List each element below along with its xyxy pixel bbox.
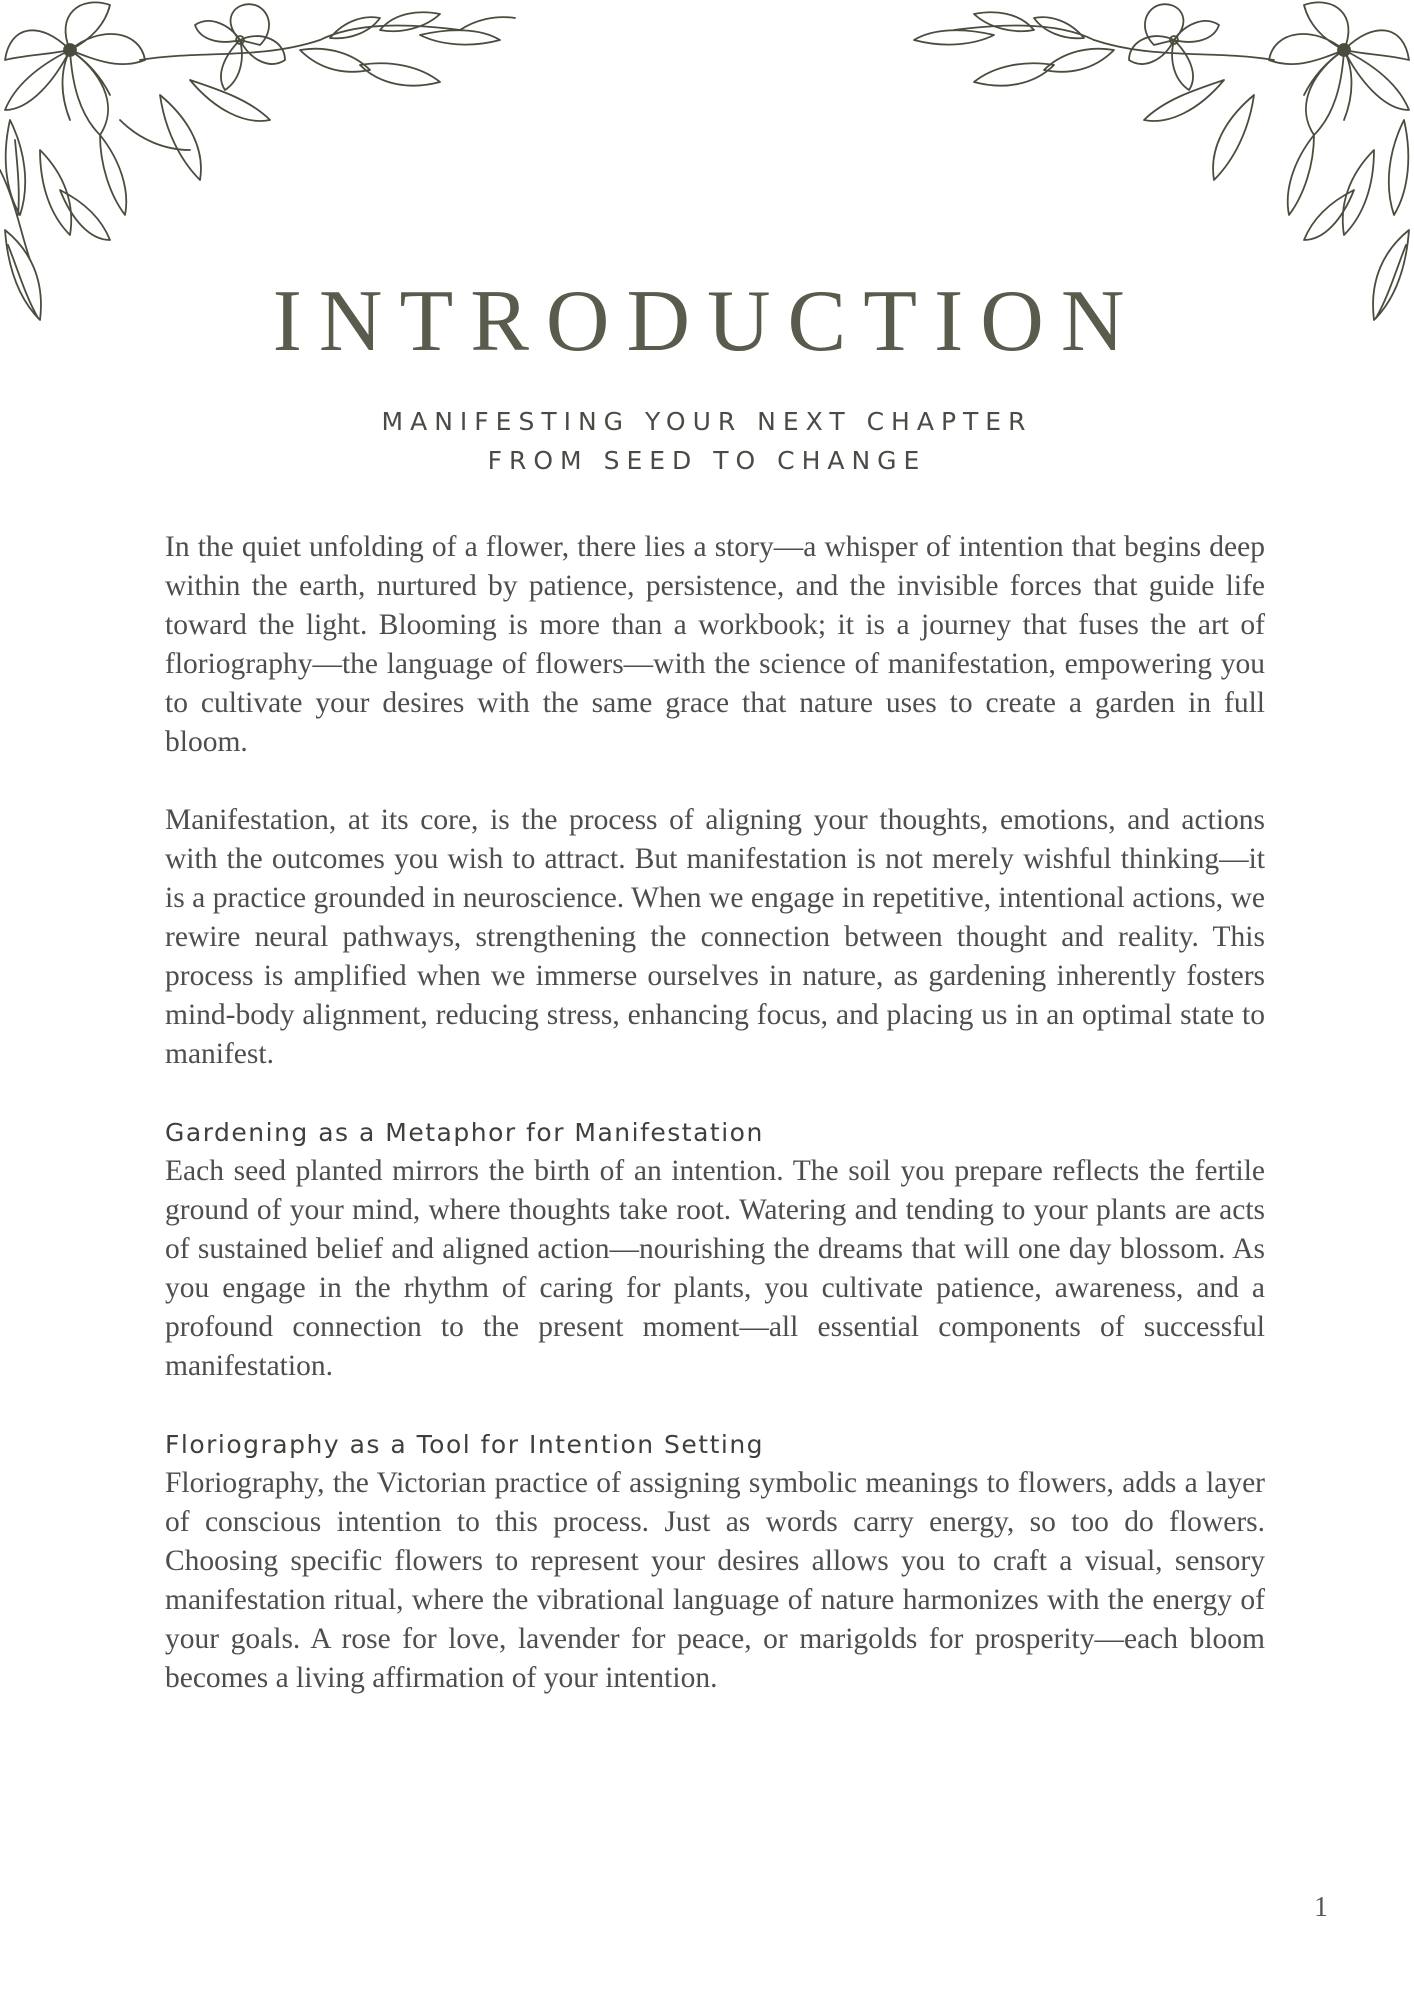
- page-number: 1: [1314, 1892, 1328, 1923]
- section-body-floriography: Floriography, the Victorian practice of assigning symbolic meanings to flowers, adds a layer of conscious intention to this process. Just as words carry energy, so too do flowers. Choosing specific flowers to represent your desires allows you to craft a visual, sensory manifestation ritual, where the vibrational language of nature harmonizes with the energy of your goals. A rose for love, lavender for peace, or marigolds for prosperity—each bloom becomes a living affirmation of your intention.: [165, 1467, 1265, 1694]
- intro-paragraph-1: In the quiet unfolding of a flower, there lies a story—a whisper of intention that begins deep within the earth, nurtured by patience, persistence, and the invisible forces that guide life toward the light. Blooming is more than a workbook; it is a journey that fuses the art of floriography—the language of flowers—with the science of manifestation, empowering you to cultivate your desires with the same grace that nature uses to create a garden in full bloom.: [165, 531, 1265, 758]
- section-heading-gardening: Gardening as a Metaphor for Manifestation: [165, 1118, 764, 1147]
- body-content: [165, 528, 1265, 1698]
- subtitle-line-2: FROM SEED TO CHANGE: [487, 446, 927, 475]
- subtitle-line-1: MANIFESTING YOUR NEXT CHAPTER: [381, 407, 1033, 436]
- section-heading-floriography: Floriography as a Tool for Intention Setting: [165, 1430, 765, 1459]
- page-title: INTRODUCTION: [272, 273, 1142, 370]
- intro-paragraph-2: Manifestation, at its core, is the process of aligning your thoughts, emotions, and actions with the outcomes you wish to attract. But manifestation is not merely wishful thinking—it is a practice grounded in neuroscience. When we engage in repetitive, intentional actions, we rewire neural pathways, strengthening the connection between thought and reality. This process is amplified when we immerse ourselves in nature, as gardening inherently fosters mind-body alignment, reducing stress, enhancing focus, and placing us in an optimal state to manifest.: [165, 804, 1265, 1070]
- section-body-gardening: Each seed planted mirrors the birth of an intention. The soil you prepare reflects the fertile ground of your mind, where thoughts take root. Watering and tending to your plants are acts of sustained belief and aligned action—nourishing the dreams that will one day blossom. As you engage in the rhythm of caring for plants, you cultivate patience, awareness, and a profound connection to the present moment—all essential components of successful manifestation.: [165, 1155, 1265, 1382]
- page-subtitle: [0, 402, 1414, 480]
